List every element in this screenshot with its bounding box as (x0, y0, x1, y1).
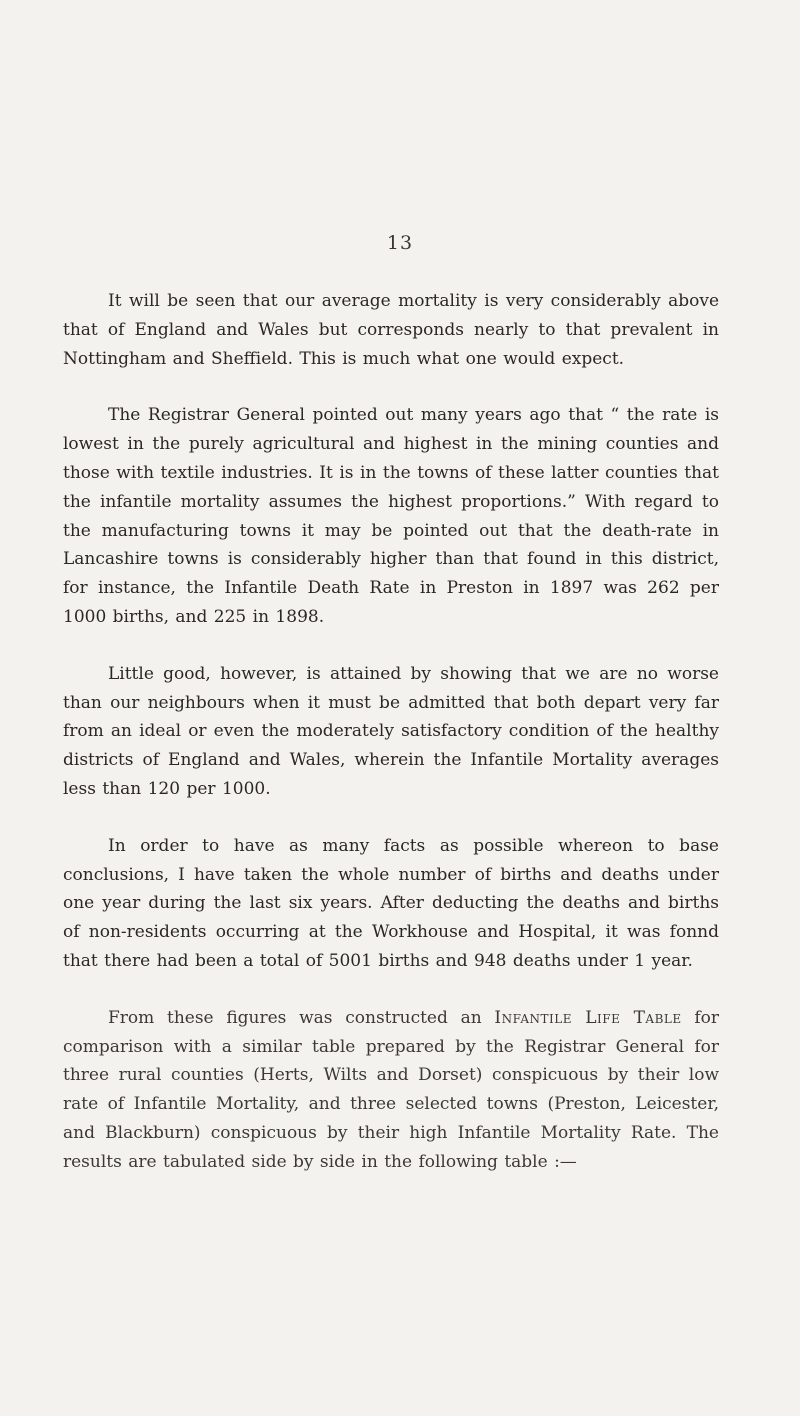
body-text (63, 287, 719, 1205)
paragraph-registrar-general: The Registrar General pointed out many years ago that “ the rate is lowest in the purely agricultural and highest in the mining counties and those with textile industries. It is in the towns of these latter counties that the infantile mortality assumes the highest proportions.” With regard to the manufacturing towns it may be pointed out that the death-rate in Lancashire towns is considerably higher than that found in this district, for instance, the Infantile Death Rate in Preston in 1897 was 262 per 1000 births, and 225 in 1898. (63, 405, 719, 627)
paragraph-average-mortality: It will be seen that our average mortality is very considerably above that of England and Wales but corresponds nearly to that prevalent in Nottingham and Sheffield. This is much what one would expect. (63, 291, 719, 369)
paragraph-births-deaths: In order to have as many facts as possible whereon to base conclusions, I have taken the whole number of births and deaths under one year during the last six years. After deducting the deaths and births of non-residents occurring at the Workhouse and Hospital, it was fonnd that there had been a total of 5001 births and 948 deaths under 1 year. (63, 835, 719, 971)
infantile-life-table-term: Infantile Life Table (494, 1007, 682, 1028)
page-number: 13 (386, 232, 414, 254)
life-table-description-text: for comparison with a similar table prepared by the Registrar General for three rural counties (Herts, Wilts and Dorset) conspicuous by their low rate of Infantile Mortality, and three selected towns (Preston, Leicester, and Blackburn) conspicuous by their high Infantile Mortality Rate. The results are tabulated side by side in the following table :— (63, 1007, 719, 1172)
paragraph-healthy-districts: Little good, however, is attained by showing that we are no worse than our neighbours when it must be admitted that both depart very far from an ideal or even the moderately satisfactory condition of the healthy districts of England and Wales, wherein the Infantile Mortality averages less than 120 per 1000. (63, 663, 719, 799)
paragraph-life-table (63, 1004, 719, 1177)
life-table-intro-text: From these figures was constructed an (108, 1007, 482, 1028)
